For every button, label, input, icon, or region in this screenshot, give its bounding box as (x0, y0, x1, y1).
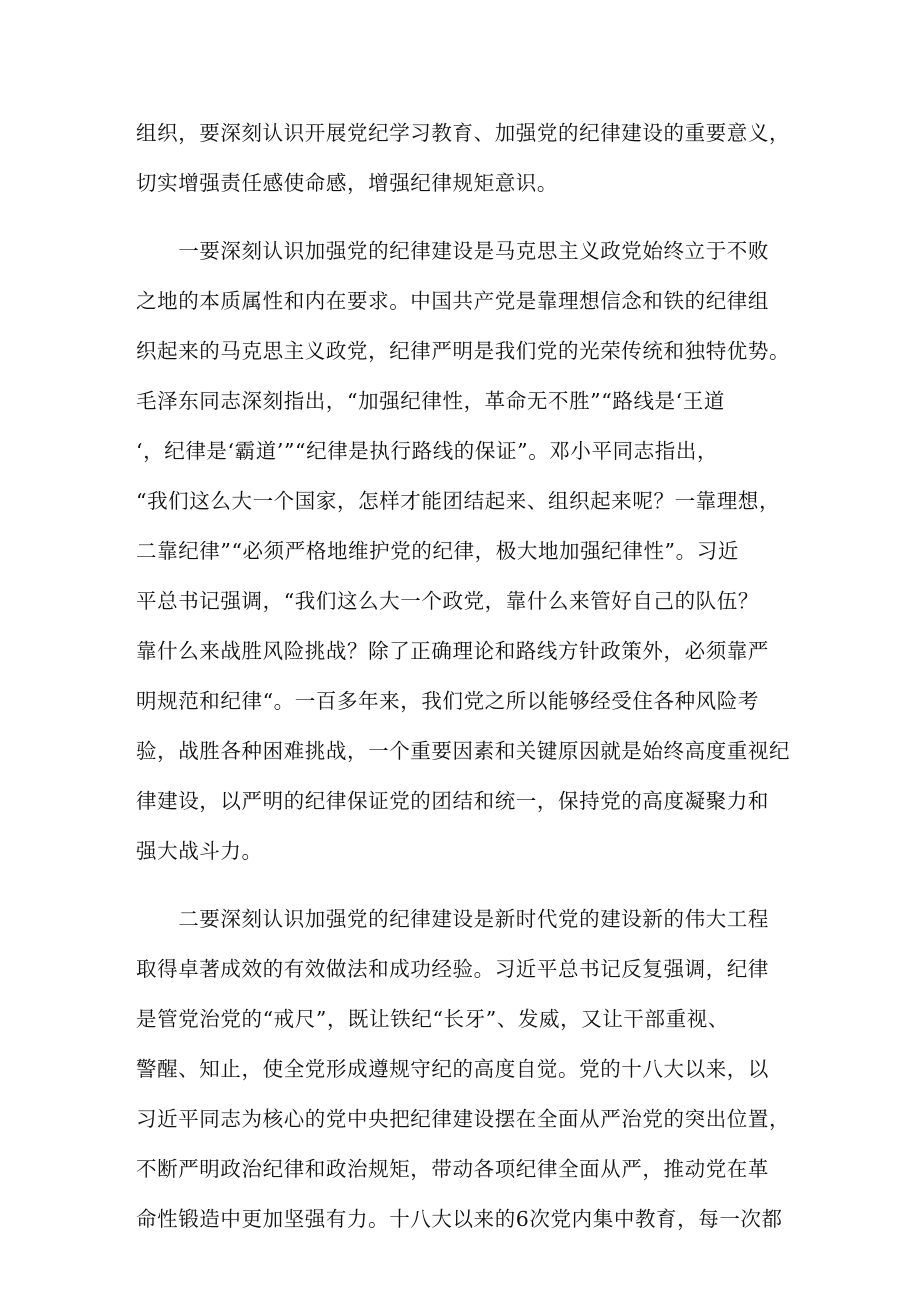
text-line: 取得卓著成效的有效做法和成功经验。习近平总书记反复强调，纪律 (136, 957, 769, 981)
paragraph-gap (136, 208, 796, 226)
text-line: 明规范和纪律“。一百多年来，我们党之所以能够经受住各种风险考 (136, 689, 759, 713)
text-line: 命性锻造中更加坚强有力。十八大以来的6次党内集中教育，每一次都 (136, 1207, 783, 1231)
text-line: 组织，要深刻认识开展党纪学习教育、加强党的纪律建设的重要意义， (136, 121, 791, 145)
document-body (136, 108, 796, 1244)
text-line: 二要深刻认识加强党的纪律建设是新时代党的建设新的伟大工程 (136, 907, 769, 931)
text-line: 习近平同志为核心的党中央把纪律建设摆在全面从严治党的突出位置， (136, 1107, 791, 1131)
text-line: 平总书记强调，“我们这么大一个政党，靠什么来管好自己的队伍？ (136, 589, 759, 613)
text-line: 警醒、知止，使全党形成遵规守纪的高度自觉。党的十八大以来，以 (136, 1057, 769, 1081)
text-line: 一要深刻认识加强党的纪律建设是马克思主义政党始终立于不败 (136, 239, 769, 263)
text-line: 律建设，以严明的纪律保证党的团结和统一，保持党的高度凝聚力和 (136, 789, 769, 813)
text-line: 之地的本质属性和内在要求。中国共产党是靠理想信念和铁的纪律组 (136, 289, 769, 313)
text-line: ‘，纪律是‘霸道’”“纪律是执行路线的保证”。邓小平同志指出， (136, 439, 719, 463)
text-line: 不断严明政治纪律和政治规矩，带动各项纪律全面从严，推动党在革 (136, 1157, 769, 1181)
paragraph-gap (136, 876, 796, 894)
text-line: 是管党治党的“戒尺”，既让铁纪“长牙”、发威，又让干部重视、 (136, 1007, 729, 1031)
text-line: 靠什么来战胜风险挑战？除了正确理论和路线方针政策外，必须靠严 (136, 639, 769, 663)
text-line: 验，战胜各种困难挑战，一个重要因素和关键原因就是始终高度重视纪 (136, 739, 791, 763)
text-line: 织起来的马克思主义政党，纪律严明是我们党的光荣传统和独特优势。 (136, 339, 791, 363)
text-line: “我们这么大一个国家，怎样才能团结起来、组织起来呢？一靠理想， (136, 489, 781, 513)
text-line: 强大战斗力。 (136, 839, 263, 863)
text-line: 毛泽东同志深刻指出，“加强纪律性，革命无不胜”“路线是‘王道 (136, 389, 725, 413)
text-line: 二靠纪律”“必须严格地维护党的纪律，极大地加强纪律性”。习近 (136, 539, 739, 563)
text-line: 切实增强责任感使命感，增强纪律规矩意识。 (136, 171, 558, 195)
